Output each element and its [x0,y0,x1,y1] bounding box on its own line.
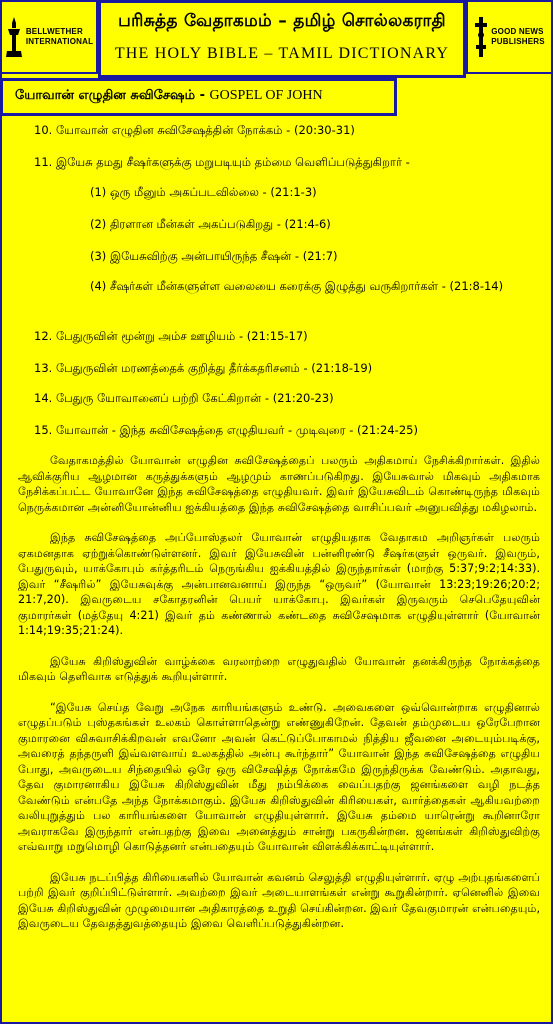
right-logo-line2: PUBLISHERS [491,37,545,46]
section-separator: - [195,88,210,103]
title-box [98,0,466,78]
section-title-english: GOSPEL OF JOHN [209,88,323,103]
good-news-logo [466,0,553,74]
book-lamp-icon [5,15,23,59]
header [0,0,553,78]
outline-item: 10. யோவான் எழுதின சுவிசேஷத்தின் நோக்கம் - (20:30-31) [34,123,355,137]
outline-item: 14. பேதுரு யோவானைப் பற்றி கேட்கிறான் - (21:20-23) [34,391,334,405]
outline-item: 13. பேதுருவின் மரணத்தைக் குறித்து தீர்க்கதரிசனம் - (21:18-19) [34,361,373,375]
outline-subitem: (3) இயேசுவிற்கு அன்பாயிருந்த சீஷன் - (21:7) [90,249,338,263]
title-tamil: பரிசுத்த வேதாகமம் – தமிழ் சொல்லகராதி [118,11,446,31]
paragraph: இந்த சுவிசேஷத்தை அப்போஸ்தலர் யோவான் எழுதியதாக வேதாகம அறிஞர்கள் பலரும் ஏகமனதாக ஏற்றுக்கொண்டுள்ளனர். இவர் இயேசுவின் பன்னிரண்டு சீஷர்களுள் ஒருவர். இவரும், பேதுருவும், யாக்கோபும் கர்த்தரிடம் நெருங்கிய ஐக்கியத்தில் இருந்தார்கள் (மாற்கு 5:37;9:2;14:33). இவர் “சீஷரில்” இயேசுவுக்கு அன்பானவனாய் இருந்த “ஒருவர்” (யோவான் 13:23;19:26;20:2; 21:7,20). இவருடைய சகோதரனின் பெயர் யாக்கோபு. இவர்கள் இருவரும் செபெதேயுவின் குமாரர்கள் (மத்தேயு 4:21) இவர் தம் கண்ணால் கண்டதை சுவிசேஷமாக எழுதியுள்ளார் (யோவான் 1:14;19:35;21:24). [18,531,540,637]
bellwether-logo [0,0,98,74]
left-logo-line2: INTERNATIONAL [25,37,94,46]
outline-item: 11. இயேசு தமது சீஷர்களுக்கு மறுபடியும் தம்மை வெளிப்படுத்துகிறார் - [34,155,410,169]
paragraph: வேதாகமத்தில் யோவான் எழுதின சுவிசேஷத்தைப் பலரும் அதிகமாய் நேசிக்கிறார்கள். இதில் ஆவிக்குரிய ஆழமான கருத்துக்களும் ஆழமும் காணப்படுகிறது. இயேசுவால் மிகவும் அதிகமாக நேசிக்கப்பட்ட யோவானே இந்த சுவிசேஷத்தை எழுதியவர். இவர் இயேசுவிடம் கொண்டிருந்த மிகவும் நெருக்கமான அன்னியோன்னிய ஐக்கியத்தை இந்த சுவிசேஷத்தை வாசிப்பவர் அனுபவித்து மகிழலாம். [18,454,540,514]
section-heading [0,78,397,116]
paragraph: “இயேசு செய்த வேறு அநேக காரியங்களும் உண்டு. அவைகளை ஒவ்வொன்றாக எழுதினால் எழுதப்படும் புஸ்தகங்கள் உலகம் கொள்ளாதென்று எண்ணுகிறேன். தேவன் தம்முடைய ஒரேபேறான குமாரனை விசுவாசிக்கிறவன் எவனோ அவன் கெட்டுப்போகாமல் நித்திய ஜீவனை அடையும்படிக்கு, அவரைத் தந்தருளி இவ்வளவாய் உலகத்தில் அன்பு கூர்ந்தார்” யோவான் இந்த சுவிசேஷத்தை எழுதிய போது, அவருடைய சிந்தையில் ஒரே ஒரு விசேஷித்த நோக்கமே இருந்திருக்க வேண்டும். அதாவது, தேவ குமாரனாகிய இயேசு கிறிஸ்துவின் மீது நம்பிக்கை வைப்பதற்கு ஜனங்களை வழி நடத்த வேண்டும் என்பதே அந்த நோக்கமாகும். இயேசு கிறிஸ்துவின் கிரியைகள், வார்த்தைகள் ஆகியவற்றை வலியுறுத்தும் பல காரியங்களை யோவான் எழுதியுள்ளார். இயேசு தம்மை யாரென்று கூறினாரோ அவராகவே இருந்தார் என்பதற்கு இவை அனைத்தும் சான்று பகருகின்றன. ஜனங்கள் கிறிஸ்துவிற்கு எவ்வாறு மறுமொழி கொடுத்தனர் என்பதையும் யோவான் விளக்கிக்காட்டியுள்ளார். [18,700,540,853]
left-logo-line1: BELLWETHER [25,27,83,36]
outline-item: 15. யோவான் - இந்த சுவிசேஷத்தை எழுதியவர் - முடிவுரை - (21:24-25) [34,423,418,437]
outline-item: 12. பேதுருவின் மூன்று அம்ச ஊழியம் - (21:15-17) [34,329,308,343]
outline-subitem: (2) திரளான மீன்கள் அகப்படுகிறது - (21:4-6) [90,217,331,231]
paragraph: இயேசு கிறிஸ்துவின் வாழ்க்கை வரலாற்றை எழுதுவதில் யோவான் தனக்கிருந்த நோக்கத்தை மிகவும் தெளிவாக எடுத்துக் கூறியுள்ளார். [18,654,540,683]
outline-subitem: (4) சீஷர்கள் மீன்களுள்ள வலையை கரைக்கு இழுத்து வருகிறார்கள் - (21:8-14) [90,279,504,293]
scroll-icon [474,15,488,59]
right-logo-line1: GOOD NEWS [491,27,544,36]
outline-subitem: (1) ஒரு மீனும் அகப்படவில்லை - (21:1-3) [90,185,317,199]
body-text [18,453,540,947]
section-title-tamil: யோவான் எழுதின சுவிசேஷம் [15,88,196,103]
paragraph: இயேசு நடப்பித்த கிரியைகளில் யோவான் கவனம் செலுத்தி எழுதியுள்ளார். ஏழு அற்புதங்களைப் பற்றி இவர் குறிப்பிட்டுள்ளார். அவற்றை இவர் அடையாளங்கள் என்று கூறுகின்றார். ஏனெனில் இவை இயேசு கிறிஸ்துவின் முழுமையான அதிகாரத்தை உறுதி செய்கின்றன. இவர் தேவகுமாரன் என்பதையும், இவருடைய தேவதத்துவத்தையும் இவை வெளிப்படுத்துகின்றன. [18,870,540,930]
title-english: THE HOLY BIBLE – TAMIL DICTIONARY [114,45,450,62]
